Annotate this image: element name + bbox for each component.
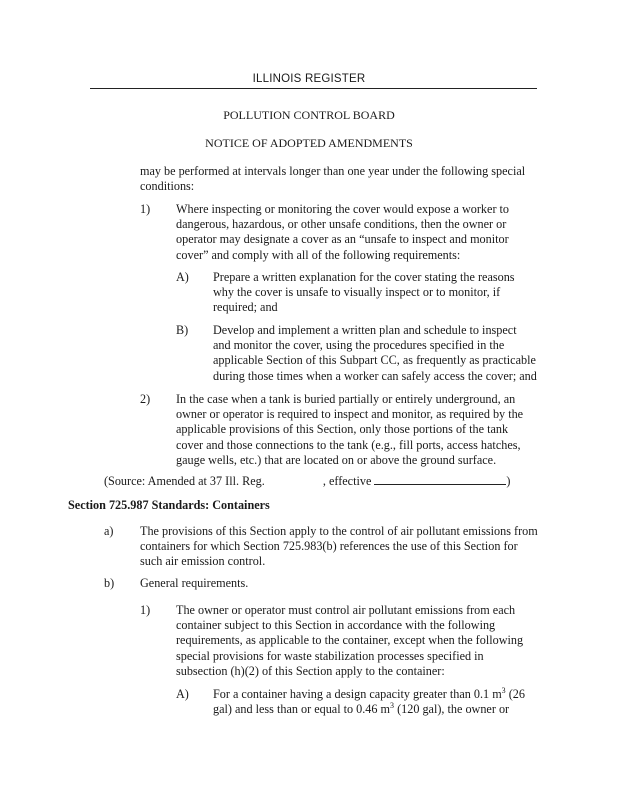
source-effective: , effective — [322, 474, 372, 488]
source-line — [104, 472, 534, 489]
notice-title: NOTICE OF ADOPTED AMENDMENTS — [205, 136, 413, 150]
effective-date-blank — [374, 472, 506, 485]
item-1A-text: Prepare a written explanation for the cover stating the reasons why the cover is unsafe to visually inspect or to monitor, if required; and — [213, 270, 515, 315]
section-a-label: a) — [104, 524, 114, 538]
item-2-label: 2) — [140, 392, 151, 406]
item-1-text: Where inspecting or monitoring the cover would expose a worker to dangerous, hazardous, or other unsafe conditions, then the owner or operator may designate a cover as an “unsafe to inspect and monitor cover” and comply with all of the following requirements: — [176, 202, 510, 262]
section-heading: Section 725.987 Standards: Containers — [68, 498, 270, 512]
section-b-label: b) — [104, 576, 115, 590]
item-1B-text: Develop and implement a written plan and schedule to inspect and monitor the cover, using the procedures specified in the applicable Section of this Subpart CC, as frequently as practicable during those times when a worker can safely access the cover; and — [213, 323, 537, 383]
item-1-label: 1) — [140, 202, 151, 216]
section-bA-label: A) — [176, 687, 189, 701]
section-b1-text: The owner or operator must control air pollutant emissions from each container subject to this Section in accordance with the following requirements, as applicable to the container, except when the following special provisions for waste stabilization processes specified in subsection (h)(2) of this Section apply to the container: — [176, 603, 524, 678]
item-1B-label: B) — [176, 323, 189, 337]
source-prefix: (Source: Amended at 37 Ill. Reg. — [104, 474, 265, 488]
item-1A-label: A) — [176, 270, 189, 284]
section-b1-label: 1) — [140, 603, 151, 617]
source-close: ) — [506, 474, 511, 488]
item-2-text: In the case when a tank is buried partially or entirely underground, an owner or operator is required to inspect and monitor, as required by the applicable provisions of this Section, only those portions of the tank cover and those connections to the tank (e.g., fill ports, access hatches, gauge wells, etc.) that are located on or above the ground surface. — [176, 392, 524, 467]
section-a-text: The provisions of this Section apply to the control of air pollutant emissions from containers for which Section 725.983(b) references the use of this Section for such air emission control. — [140, 524, 538, 569]
section-bA-text: For a container having a design capacity greater than 0.1 $m^3$ (26 gal) and less than or equal to 0.46 $m^3$ (120 gal), the owner or — [213, 685, 525, 717]
intro-paragraph: may be performed at intervals longer than one year under the following special conditions: — [140, 164, 526, 194]
section-b-text: General requirements. — [140, 576, 249, 590]
board-title: POLLUTION CONTROL BOARD — [223, 108, 395, 122]
register-header: ILLINOIS REGISTER — [252, 73, 366, 85]
header-rule — [90, 88, 537, 89]
